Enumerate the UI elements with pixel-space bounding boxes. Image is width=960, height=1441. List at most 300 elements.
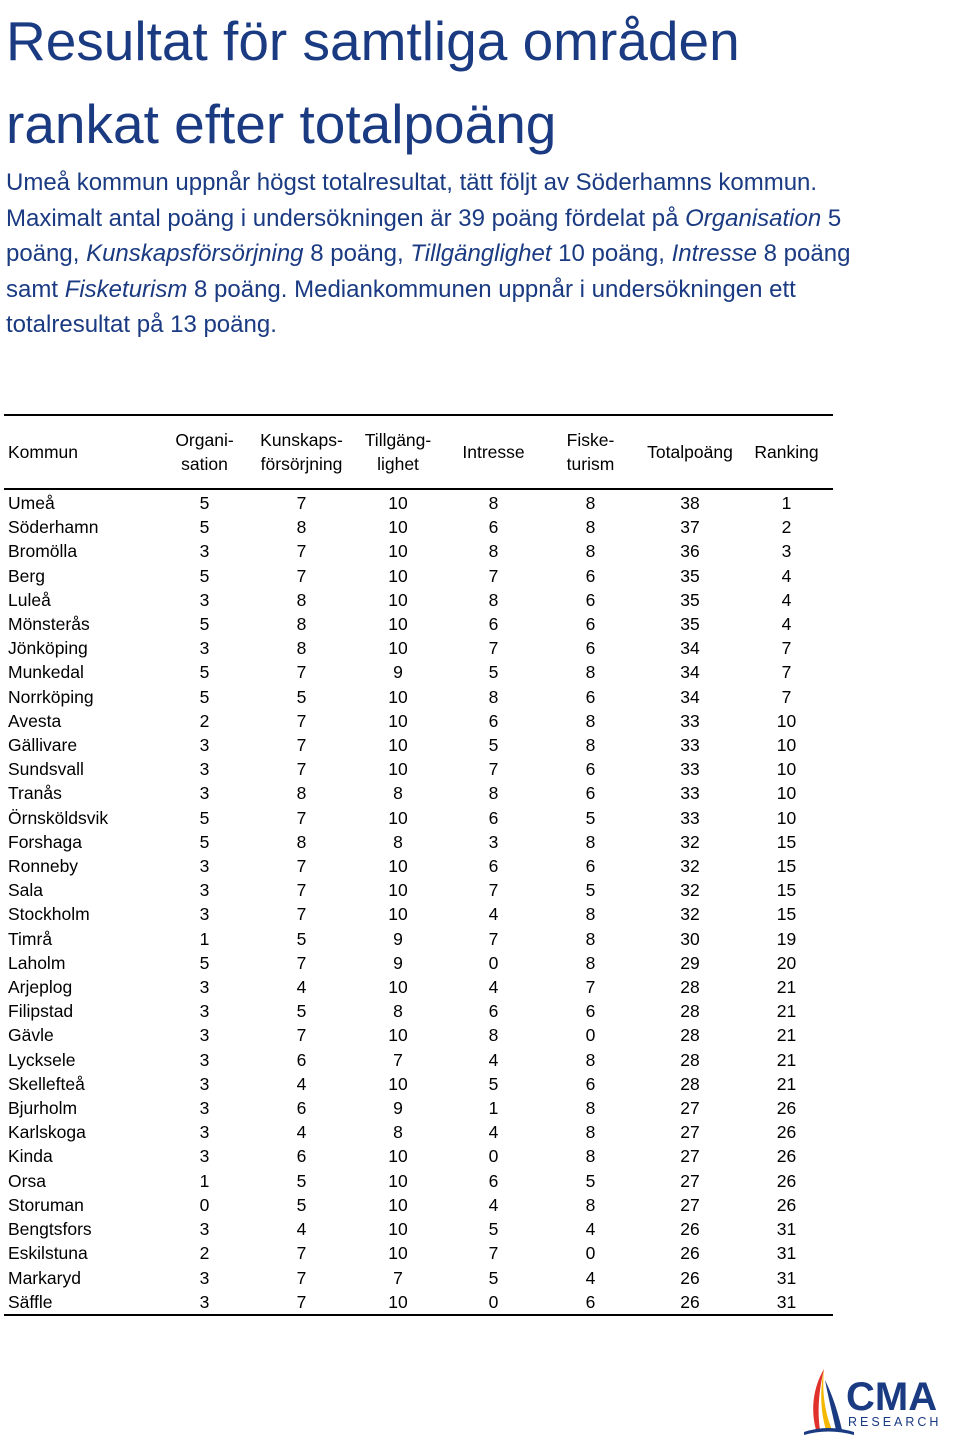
cell-ranking: 31 <box>776 1267 797 1288</box>
cell-ranking: 4 <box>781 565 792 586</box>
cell-kunskapsforsorjning: 5 <box>296 686 307 707</box>
cell-ranking: 21 <box>776 1049 797 1070</box>
cell-kunskapsforsorjning: 4 <box>296 1219 307 1240</box>
cell-tillganglighet: 10 <box>388 977 408 998</box>
cell-kommun: Tranås <box>8 783 62 804</box>
cell-intresse: 0 <box>488 952 499 973</box>
cell-organisation: 3 <box>199 1001 210 1022</box>
cell-tillganglighet: 10 <box>388 735 408 756</box>
cell-organisation: 3 <box>199 1267 210 1288</box>
cell-totalpoang: 27 <box>680 1146 700 1167</box>
cell-kunskapsforsorjning: 8 <box>296 638 307 659</box>
cell-totalpoang: 33 <box>680 807 700 828</box>
cell-organisation: 3 <box>199 589 210 610</box>
cell-tillganglighet: 10 <box>388 904 408 925</box>
header-organisation <box>156 415 253 489</box>
cell-intresse: 4 <box>488 1122 499 1143</box>
cell-kunskapsforsorjning: 7 <box>296 662 307 683</box>
cell-ranking: 1 <box>781 493 792 513</box>
title-line-1: Resultat för samtliga områden <box>6 10 740 72</box>
cell-intresse: 7 <box>488 880 499 901</box>
cell-organisation: 5 <box>199 831 210 852</box>
cell-intresse: 5 <box>488 735 499 756</box>
cell-tillganglighet: 10 <box>388 517 408 538</box>
cell-intresse: 4 <box>488 1049 499 1070</box>
logo-wordmark: CMA <box>846 1375 938 1419</box>
cell-tillganglighet: 10 <box>388 1146 408 1167</box>
cell-organisation: 3 <box>199 880 210 901</box>
cell-ranking: 31 <box>776 1219 797 1240</box>
cell-tillganglighet: 10 <box>388 1219 408 1240</box>
cell-totalpoang: 28 <box>680 1001 700 1022</box>
cell-kunskapsforsorjning: 5 <box>296 1170 307 1191</box>
table-row <box>4 539 833 563</box>
cell-kunskapsforsorjning: 4 <box>296 1073 307 1094</box>
cell-ranking: 19 <box>776 928 797 949</box>
cell-ranking: 7 <box>781 662 792 683</box>
cell-organisation: 3 <box>199 1049 210 1070</box>
cell-kunskapsforsorjning: 7 <box>296 880 307 901</box>
cell-fisketurism: 4 <box>585 1267 596 1288</box>
cell-tillganglighet: 8 <box>393 831 403 852</box>
cell-intresse: 6 <box>488 517 499 538</box>
header-kunskap-line-2: försörjning <box>260 454 343 474</box>
cell-ranking: 10 <box>776 735 797 756</box>
cell-kommun: Forshaga <box>8 831 82 852</box>
cell-tillganglighet: 7 <box>393 1049 403 1070</box>
cell-ranking: 21 <box>776 1073 797 1094</box>
cell-organisation: 5 <box>199 686 210 707</box>
cell-totalpoang: 35 <box>680 614 700 635</box>
logo-subtitle: RESEARCH <box>848 1415 942 1429</box>
intro-term-fisketurism: Fisketurism <box>64 275 188 303</box>
cell-kommun: Norrköping <box>8 686 94 707</box>
cell-kunskapsforsorjning: 8 <box>296 783 307 804</box>
cell-kunskapsforsorjning: 5 <box>296 1001 307 1022</box>
cell-intresse: 8 <box>488 1025 499 1046</box>
header-organisation-line-1: Organi- <box>175 430 234 450</box>
cell-kunskapsforsorjning: 7 <box>296 1291 307 1312</box>
cell-kunskapsforsorjning: 7 <box>296 493 307 513</box>
header-tillgang-line-1: Tillgäng- <box>364 430 432 450</box>
cell-organisation: 5 <box>199 662 210 683</box>
cell-organisation: 3 <box>199 1098 210 1119</box>
table-row <box>4 999 833 1023</box>
cell-tillganglighet: 9 <box>393 1098 403 1119</box>
cell-kommun: Sundsvall <box>8 759 84 780</box>
cell-fisketurism: 8 <box>585 735 596 756</box>
cell-kunskapsforsorjning: 7 <box>296 1243 307 1264</box>
cell-organisation: 3 <box>199 541 210 562</box>
intro-text-6: 8 poäng. Mediankommunen uppnår i undersökningen ett totalresultat på 13 poäng. <box>6 275 796 338</box>
cell-kunskapsforsorjning: 7 <box>296 1267 307 1288</box>
cell-ranking: 26 <box>776 1194 797 1215</box>
cell-organisation: 3 <box>199 1219 210 1240</box>
cell-ranking: 26 <box>776 1146 797 1167</box>
cell-kunskapsforsorjning: 4 <box>296 1122 307 1143</box>
cell-fisketurism: 6 <box>585 589 596 610</box>
cell-totalpoang: 28 <box>680 1025 700 1046</box>
cell-kunskapsforsorjning: 5 <box>296 1194 307 1215</box>
cell-totalpoang: 33 <box>680 783 700 804</box>
cell-organisation: 3 <box>199 1122 210 1143</box>
table-row <box>4 951 833 975</box>
cell-totalpoang: 32 <box>680 880 700 901</box>
cell-organisation: 3 <box>199 638 210 659</box>
cell-tillganglighet: 9 <box>393 952 403 973</box>
cell-intresse: 6 <box>488 856 499 877</box>
cell-tillganglighet: 10 <box>388 1170 408 1191</box>
cell-ranking: 15 <box>776 904 797 925</box>
cell-organisation: 3 <box>199 759 210 780</box>
cell-fisketurism: 6 <box>585 783 596 804</box>
cell-kunskapsforsorjning: 7 <box>296 904 307 925</box>
cell-kunskapsforsorjning: 4 <box>296 977 307 998</box>
cell-organisation: 5 <box>199 807 210 828</box>
cell-kommun: Umeå <box>8 493 55 513</box>
cell-tillganglighet: 10 <box>388 1025 408 1046</box>
cell-organisation: 3 <box>199 1025 210 1046</box>
cell-organisation: 3 <box>199 977 210 998</box>
cell-fisketurism: 8 <box>585 493 596 513</box>
cell-ranking: 7 <box>781 686 792 707</box>
cell-organisation: 3 <box>199 1146 210 1167</box>
table-row <box>4 660 833 684</box>
table-row <box>4 1217 833 1241</box>
cell-fisketurism: 6 <box>585 1001 596 1022</box>
cell-kommun: Mönsterås <box>8 614 90 635</box>
cell-organisation: 2 <box>199 1243 210 1264</box>
cell-kunskapsforsorjning: 5 <box>296 928 307 949</box>
cell-ranking: 21 <box>776 977 797 998</box>
cell-intresse: 4 <box>488 977 499 998</box>
cell-organisation: 5 <box>199 614 210 635</box>
cell-kommun: Luleå <box>8 589 51 610</box>
cell-totalpoang: 34 <box>680 638 700 659</box>
table-row <box>4 1096 833 1120</box>
cell-totalpoang: 29 <box>680 952 700 973</box>
table-row <box>4 1266 833 1290</box>
cell-totalpoang: 34 <box>680 686 700 707</box>
logo-wave <box>804 1428 854 1435</box>
table-row <box>4 733 833 757</box>
cell-kunskapsforsorjning: 7 <box>296 541 307 562</box>
cell-organisation: 5 <box>199 493 210 513</box>
cell-kommun: Markaryd <box>8 1267 81 1288</box>
cell-organisation: 3 <box>199 735 210 756</box>
cell-intresse: 7 <box>488 565 499 586</box>
intro-term-organisation: Organisation <box>685 204 822 232</box>
cell-kommun: Sala <box>8 880 44 901</box>
cell-tillganglighet: 10 <box>388 1243 408 1264</box>
cell-totalpoang: 32 <box>680 856 700 877</box>
table-row <box>4 1169 833 1193</box>
intro-text-1: Umeå kommun uppnår högst totalresultat, tätt följt av Söderhamns kommun. Maximalt antal poäng i undersökningen är 39 poäng fördelat på <box>6 169 818 232</box>
cell-organisation: 0 <box>199 1194 210 1215</box>
cell-kommun: Storuman <box>8 1194 84 1215</box>
cell-totalpoang: 38 <box>680 493 700 513</box>
cell-ranking: 2 <box>781 517 792 538</box>
cell-tillganglighet: 10 <box>388 638 408 659</box>
cell-organisation: 5 <box>199 952 210 973</box>
cell-kommun: Kinda <box>8 1146 53 1167</box>
cell-intresse: 4 <box>488 904 499 925</box>
cell-ranking: 4 <box>781 614 792 635</box>
intro-paragraph <box>6 165 886 343</box>
header-tillganglighet <box>350 415 446 489</box>
cell-intresse: 5 <box>488 1219 499 1240</box>
table-body <box>4 489 833 1315</box>
cell-totalpoang: 26 <box>680 1243 700 1264</box>
cell-kommun: Orsa <box>8 1170 46 1191</box>
cell-intresse: 1 <box>488 1098 499 1119</box>
cell-totalpoang: 35 <box>680 565 700 586</box>
cell-ranking: 10 <box>776 710 797 731</box>
cell-intresse: 8 <box>488 493 499 513</box>
cell-kommun: Bjurholm <box>8 1098 78 1119</box>
cell-kunskapsforsorjning: 8 <box>296 589 307 610</box>
cell-fisketurism: 6 <box>585 614 596 635</box>
cell-ranking: 31 <box>776 1243 797 1264</box>
cell-tillganglighet: 10 <box>388 493 408 513</box>
cell-fisketurism: 4 <box>585 1219 596 1240</box>
cell-ranking: 31 <box>776 1291 797 1312</box>
header-row <box>4 415 833 489</box>
cell-organisation: 3 <box>199 1073 210 1094</box>
cell-tillganglighet: 10 <box>388 710 408 731</box>
cell-totalpoang: 26 <box>680 1291 700 1312</box>
cell-kunskapsforsorjning: 7 <box>296 759 307 780</box>
cell-kommun: Munkedal <box>8 662 84 683</box>
table-row <box>4 1072 833 1096</box>
cell-kommun: Avesta <box>8 710 62 731</box>
table-row <box>4 636 833 660</box>
header-organisation-line-2: sation <box>181 454 228 474</box>
cell-tillganglighet: 10 <box>388 880 408 901</box>
cell-kunskapsforsorjning: 7 <box>296 735 307 756</box>
table-row <box>4 830 833 854</box>
table-row <box>4 564 833 588</box>
table-header <box>4 415 833 489</box>
cell-intresse: 4 <box>488 1194 499 1215</box>
intro-text-2: 5 poäng, <box>6 204 842 267</box>
cell-fisketurism: 6 <box>585 759 596 780</box>
cell-fisketurism: 8 <box>585 1194 596 1215</box>
cell-intresse: 6 <box>488 807 499 828</box>
table-row <box>4 709 833 733</box>
cell-tillganglighet: 10 <box>388 1073 408 1094</box>
header-fisketurism-line-1: Fiske- <box>566 430 615 450</box>
cell-organisation: 1 <box>199 928 210 949</box>
cell-tillganglighet: 8 <box>393 783 403 804</box>
table-row <box>4 1144 833 1168</box>
cell-intresse: 7 <box>488 759 499 780</box>
table-row <box>4 757 833 781</box>
cell-tillganglighet: 10 <box>388 565 408 586</box>
intro-term-kunskap: Kunskapsförsörjning <box>86 240 304 267</box>
cell-tillganglighet: 10 <box>388 1194 408 1215</box>
cell-fisketurism: 0 <box>585 1243 596 1264</box>
cell-totalpoang: 26 <box>680 1267 700 1288</box>
table-row <box>4 1120 833 1144</box>
cell-kommun: Eskilstuna <box>8 1243 88 1264</box>
cell-tillganglighet: 9 <box>393 662 403 683</box>
cell-fisketurism: 6 <box>585 1073 596 1094</box>
table-row <box>4 975 833 999</box>
cell-tillganglighet: 10 <box>388 686 408 707</box>
cell-tillganglighet: 10 <box>388 589 408 610</box>
cell-tillganglighet: 7 <box>393 1267 403 1288</box>
cell-fisketurism: 5 <box>585 1170 596 1191</box>
cell-kunskapsforsorjning: 6 <box>296 1049 307 1070</box>
cell-fisketurism: 6 <box>585 638 596 659</box>
table-row <box>4 685 833 709</box>
cell-kommun: Jönköping <box>8 638 88 659</box>
cell-fisketurism: 8 <box>585 517 596 538</box>
cell-fisketurism: 6 <box>585 1291 596 1312</box>
cell-ranking: 20 <box>776 952 797 973</box>
cell-fisketurism: 6 <box>585 565 596 586</box>
cell-fisketurism: 0 <box>585 1025 596 1046</box>
cell-kommun: Söderhamn <box>8 517 99 538</box>
cell-totalpoang: 27 <box>680 1098 700 1119</box>
table-row <box>4 489 833 515</box>
cell-totalpoang: 30 <box>680 928 700 949</box>
cell-ranking: 4 <box>781 589 792 610</box>
cell-intresse: 7 <box>488 928 499 949</box>
cell-kunskapsforsorjning: 7 <box>296 807 307 828</box>
cell-kunskapsforsorjning: 7 <box>296 710 307 731</box>
cell-kommun: Timrå <box>8 928 53 949</box>
cell-intresse: 5 <box>488 1267 499 1288</box>
cell-intresse: 8 <box>488 783 499 804</box>
intro-text-3: 8 poäng, <box>303 240 411 267</box>
cell-kommun: Skellefteå <box>8 1073 85 1094</box>
table-row <box>4 1023 833 1047</box>
header-kommun: Kommun <box>8 442 79 462</box>
intro-term-intresse: Intresse <box>671 240 757 267</box>
cell-fisketurism: 8 <box>585 831 596 852</box>
cell-totalpoang: 33 <box>680 759 700 780</box>
cell-fisketurism: 8 <box>585 1049 596 1070</box>
cell-organisation: 5 <box>199 565 210 586</box>
cell-kommun: Säffle <box>8 1291 53 1312</box>
cell-kommun: Berg <box>8 565 45 586</box>
cell-organisation: 1 <box>199 1170 210 1191</box>
table-row <box>4 927 833 951</box>
cell-kommun: Bromölla <box>8 541 78 562</box>
cell-totalpoang: 27 <box>680 1194 700 1215</box>
cell-organisation: 5 <box>199 517 210 538</box>
cell-fisketurism: 8 <box>585 928 596 949</box>
cell-kunskapsforsorjning: 7 <box>296 1025 307 1046</box>
cell-intresse: 6 <box>488 1170 499 1191</box>
cell-kommun: Örnsköldsvik <box>8 807 109 828</box>
cell-organisation: 3 <box>199 856 210 877</box>
cell-fisketurism: 8 <box>585 710 596 731</box>
cell-kunskapsforsorjning: 8 <box>296 614 307 635</box>
table-row <box>4 854 833 878</box>
cell-totalpoang: 32 <box>680 904 700 925</box>
cell-kommun: Stockholm <box>8 904 90 925</box>
cell-kommun: Laholm <box>8 952 66 973</box>
cell-fisketurism: 8 <box>585 1098 596 1119</box>
table-row <box>4 1048 833 1072</box>
cell-intresse: 8 <box>488 541 499 562</box>
cell-tillganglighet: 10 <box>388 807 408 828</box>
cell-fisketurism: 6 <box>585 686 596 707</box>
cell-ranking: 15 <box>776 880 797 901</box>
table-row <box>4 902 833 926</box>
cell-kunskapsforsorjning: 7 <box>296 856 307 877</box>
cell-organisation: 2 <box>199 710 210 731</box>
cell-fisketurism: 5 <box>585 807 596 828</box>
cell-tillganglighet: 10 <box>388 614 408 635</box>
intro-term-tillganglighet: Tillgänglighet <box>410 240 552 267</box>
cell-fisketurism: 8 <box>585 1122 596 1143</box>
cell-totalpoang: 36 <box>680 541 700 562</box>
cell-intresse: 7 <box>488 638 499 659</box>
cell-intresse: 5 <box>488 1073 499 1094</box>
results-table <box>4 414 833 1316</box>
cell-intresse: 6 <box>488 710 499 731</box>
cell-fisketurism: 8 <box>585 541 596 562</box>
cell-intresse: 6 <box>488 1001 499 1022</box>
cell-kommun: Gällivare <box>8 735 78 756</box>
table-row <box>4 1241 833 1265</box>
cell-totalpoang: 33 <box>680 735 700 756</box>
cell-ranking: 15 <box>776 856 797 877</box>
intro-text-5: 8 poäng samt <box>6 240 851 303</box>
cell-kommun: Arjeplog <box>8 977 73 998</box>
table-row <box>4 588 833 612</box>
cell-kunskapsforsorjning: 6 <box>296 1146 307 1167</box>
title-line-2: rankat efter totalpoäng <box>6 93 557 155</box>
header-tillgang-line-2: lighet <box>377 454 419 474</box>
cell-fisketurism: 8 <box>585 662 596 683</box>
cell-kommun: Bengtsfors <box>8 1219 92 1240</box>
cell-intresse: 3 <box>488 831 499 852</box>
cell-totalpoang: 27 <box>680 1122 700 1143</box>
cell-ranking: 21 <box>776 1001 797 1022</box>
header-fisketurism-line-2: turism <box>566 454 615 474</box>
table-row <box>4 781 833 805</box>
header-kunskap-line-1: Kunskaps- <box>260 430 343 450</box>
cell-intresse: 0 <box>488 1291 499 1312</box>
cell-intresse: 6 <box>488 614 499 635</box>
table-row <box>4 515 833 539</box>
cell-totalpoang: 27 <box>680 1170 700 1191</box>
page-title <box>6 0 946 166</box>
cell-intresse: 7 <box>488 1243 499 1264</box>
cell-totalpoang: 26 <box>680 1219 700 1240</box>
cell-kunskapsforsorjning: 6 <box>296 1098 307 1119</box>
cell-ranking: 26 <box>776 1122 797 1143</box>
cell-totalpoang: 32 <box>680 831 700 852</box>
cell-organisation: 3 <box>199 904 210 925</box>
cell-kunskapsforsorjning: 8 <box>296 517 307 538</box>
cma-research-logo <box>798 1366 958 1438</box>
cell-intresse: 8 <box>488 686 499 707</box>
cell-tillganglighet: 10 <box>388 759 408 780</box>
cell-kommun: Gävle <box>8 1025 54 1046</box>
cell-ranking: 10 <box>776 783 797 804</box>
cell-ranking: 15 <box>776 831 797 852</box>
header-ranking: Ranking <box>754 442 819 462</box>
cell-organisation: 3 <box>199 1291 210 1312</box>
cell-fisketurism: 8 <box>585 904 596 925</box>
table-row <box>4 806 833 830</box>
